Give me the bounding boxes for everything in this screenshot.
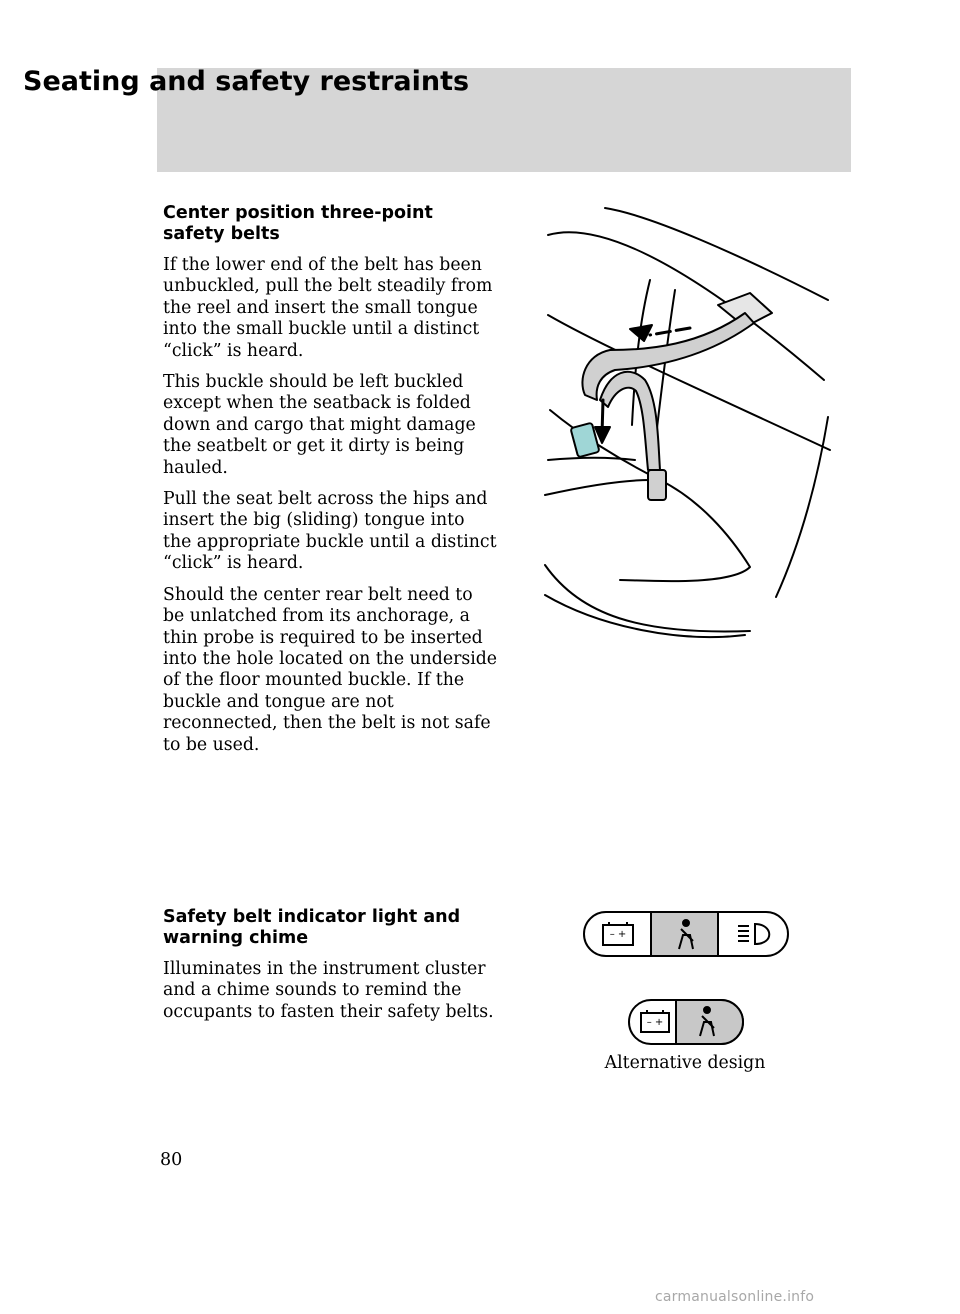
figure-caption: Alternative design <box>604 1053 766 1073</box>
paragraph: If the lower end of the belt has been unbuckled, pull the belt steadily from the reel and insert the small tongue into the small buckle until a distinct “click” is heard. <box>163 255 493 361</box>
watermark: carmanualsonline.info <box>655 1289 815 1305</box>
svg-text:– +: – + <box>646 1017 664 1028</box>
page-title: Seating and safety restraints <box>23 66 470 97</box>
section-center-belts <box>163 203 498 766</box>
paragraph: Pull the seat belt across the hips and insert the big (sliding) tongue into the appropriate buckle until a distinct “click” is heard. <box>163 489 497 574</box>
paragraph: Should the center rear belt need to be unlatched from its anchorage, a thin probe is required to be inserted into the hole located on the underside of the floor mounted buckle. If the buckle and tongue are not reconnected, then the belt is not safe to be used. <box>163 584 498 755</box>
section-heading: Safety belt indicator light and warning chime <box>163 907 461 948</box>
indicator-panel <box>583 911 789 957</box>
svg-text:– +: – + <box>609 929 627 940</box>
section-indicator-light <box>163 907 498 1033</box>
page-number: 80 <box>160 1150 183 1170</box>
alternative-indicator-panel <box>628 999 744 1045</box>
center-seat-belt-illustration <box>540 195 840 655</box>
battery-icon <box>603 922 633 945</box>
battery-icon <box>641 1010 669 1032</box>
paragraph: Illuminates in the instrument cluster and a chime sounds to remind the occupants to fasten their safety belts. <box>163 959 494 1022</box>
section-heading: Center position three-point safety belts <box>163 203 433 244</box>
paragraph: This buckle should be left buckled except when the seatback is folded down and cargo that might damage the seatbelt or get it dirty is being hauled. <box>163 372 476 478</box>
